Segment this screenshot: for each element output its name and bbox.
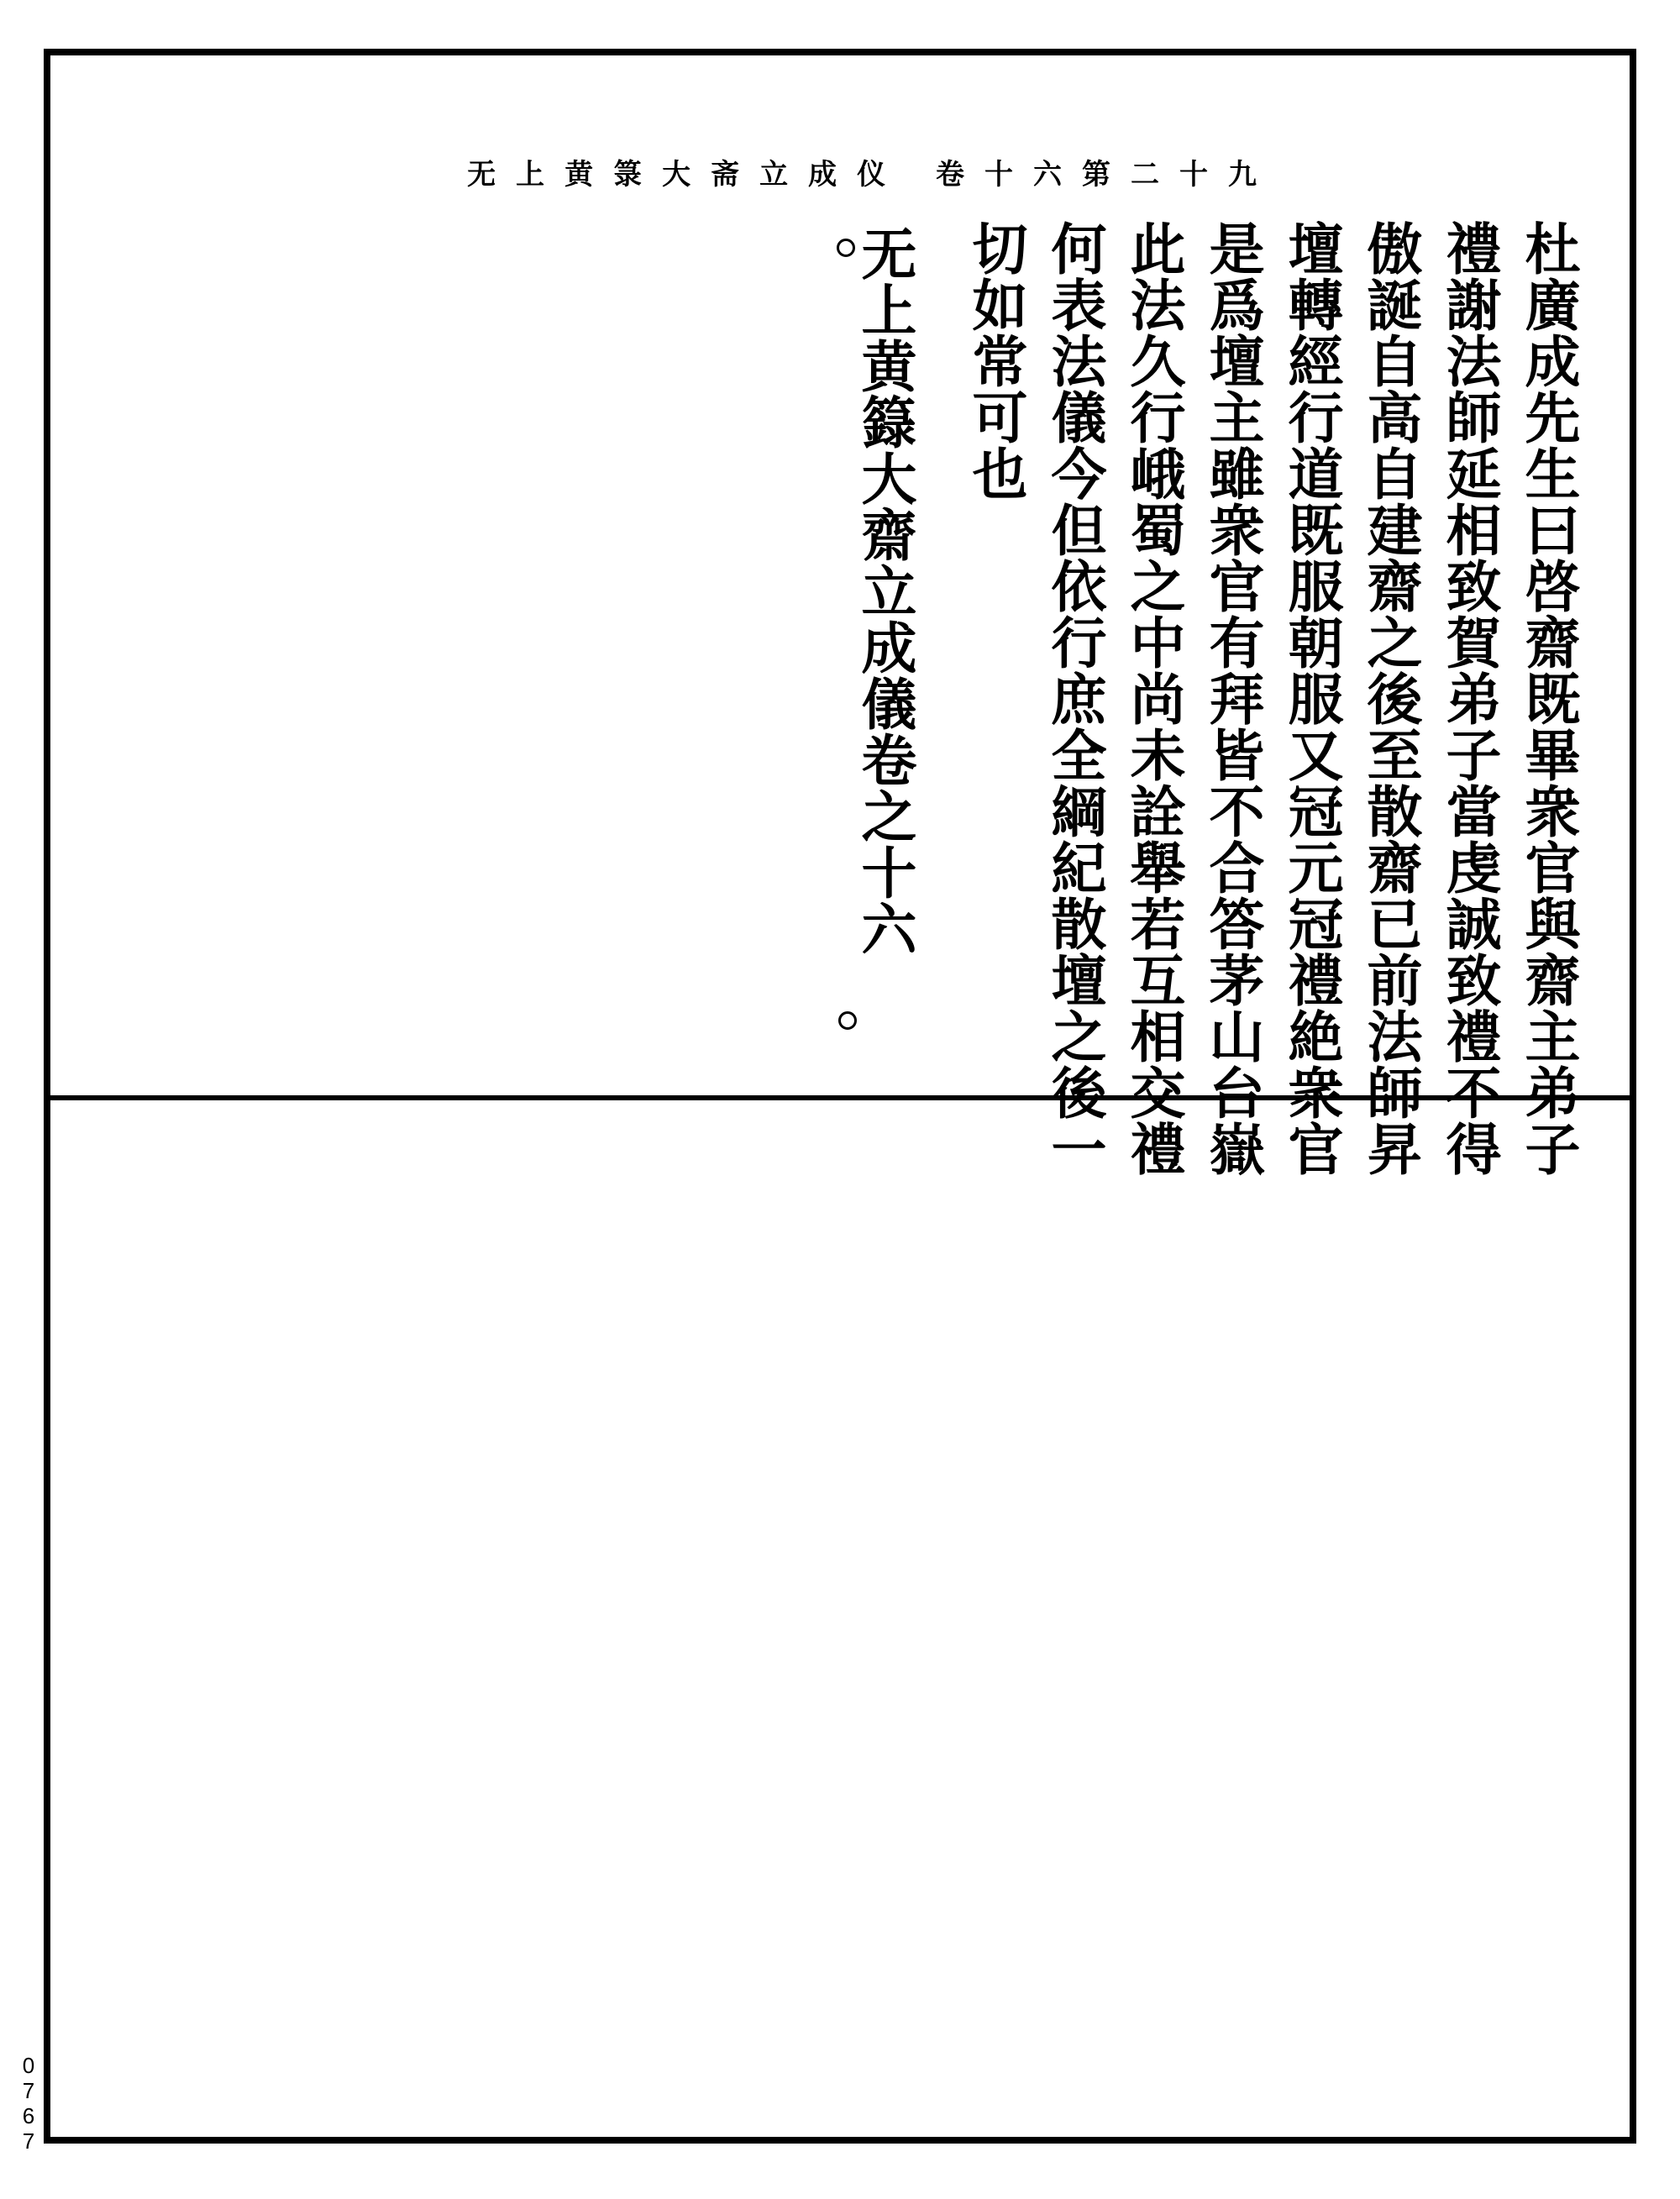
- text-column-2: 禮謝法師延相致賀弟子當虔誠致禮不得: [1436, 220, 1502, 1177]
- text-column-8: 切如常可也: [963, 220, 1028, 501]
- closing-title: 无上黄籙大齋立成儀卷之十六: [852, 225, 917, 957]
- text-column-4: 壇轉經行道既服朝服又冠元冠禮絶衆官: [1278, 220, 1344, 1177]
- text-column-7: 何表法儀今但依行庶全綱紀散壇之後一: [1042, 220, 1107, 1177]
- text-column-6: 此法久行峨蜀之中尚未詮舉若互相交禮: [1121, 220, 1186, 1177]
- running-header: [467, 151, 1277, 192]
- running-header-text: 无上黄箓大斋立成仪 卷十六第二十九: [467, 158, 1277, 192]
- page-number: 0767: [22, 2053, 35, 2154]
- text-column-5: 是爲壇主雖衆官有拜皆不合答茅山台嶽: [1200, 220, 1265, 1177]
- text-column-1: 杜廣成先生曰啓齋既畢衆官與齋主弟子: [1515, 220, 1581, 1177]
- circle-mark-icon: [838, 1011, 857, 1030]
- text-column-3: 傲誕自高自建齋之後至散齋已前法師昇: [1357, 220, 1423, 1177]
